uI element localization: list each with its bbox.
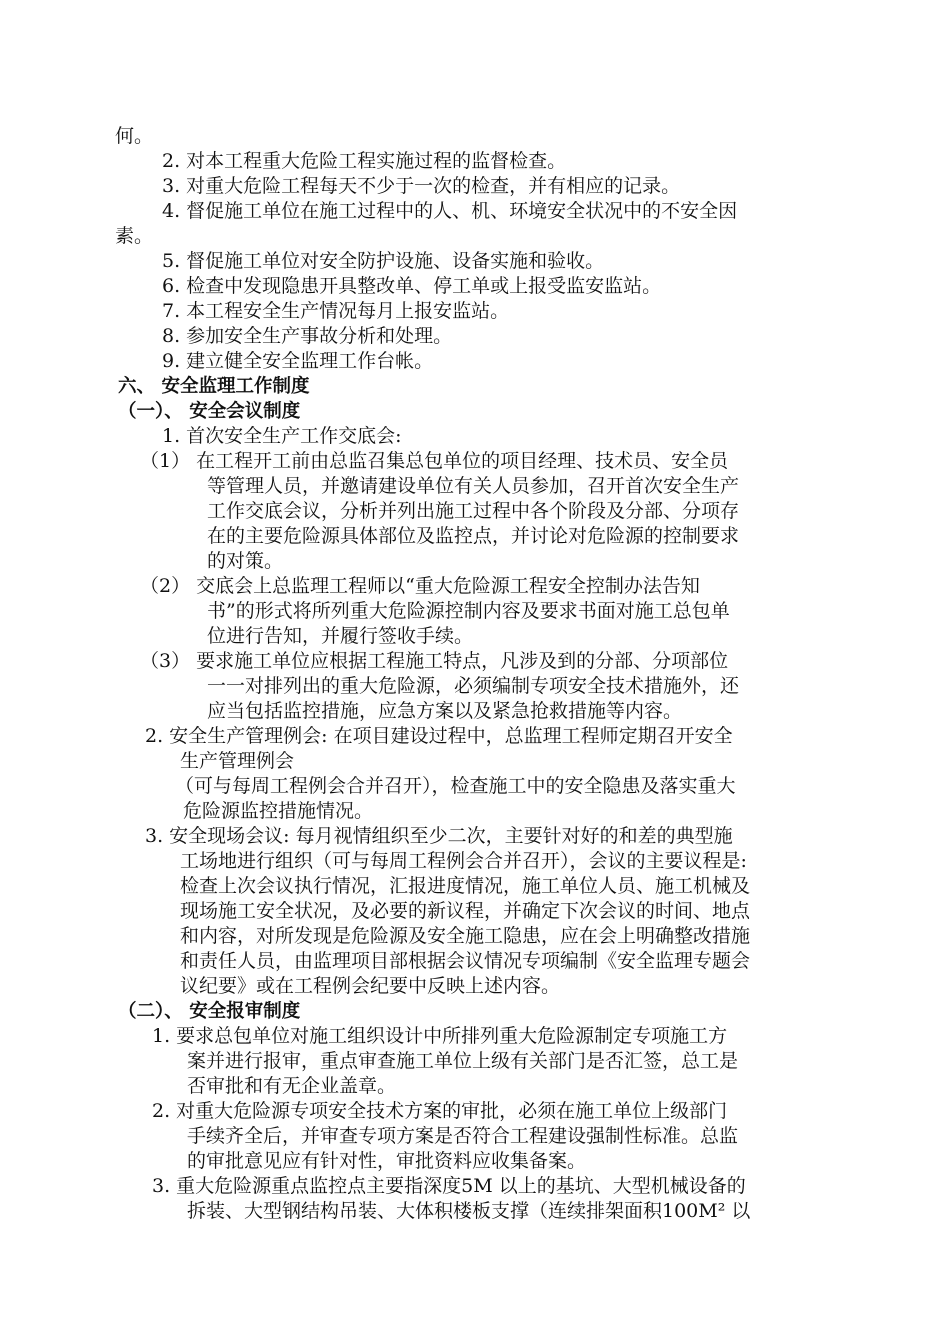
text-line: 一一对排列出的重大危险源，必须编制专项安全技术措施外，还	[207, 675, 740, 697]
text-line: 位进行告知，并履行签收手续。	[207, 625, 474, 647]
text-line: 7. 本工程安全生产情况每月上报安监站。	[162, 300, 510, 322]
text-line: 素。	[115, 225, 154, 247]
text-line: 2. 安全生产管理例会: 在项目建设过程中，总监理工程师定期召开安全	[145, 725, 733, 747]
text-line: 等管理人员，并邀请建设单位有关人员参加，召开首次安全生产	[207, 475, 740, 497]
text-line: 现场施工安全状况，及必要的新议程，并确定下次会议的时间、地点	[180, 900, 751, 922]
text-line: （可与每周工程例会合并召开），检查施工中的安全隐患及落实重大	[175, 775, 736, 797]
text-line: （2） 交底会上总监理工程师以“重大危险源工程安全控制办法告知	[140, 575, 700, 597]
text-line: 应当包括监控措施，应急方案以及紧急抢救措施等内容。	[207, 700, 683, 722]
text-line: 和内容，对所发现是危险源及安全施工隐患，应在会上明确整改措施	[180, 925, 751, 947]
text-line: 的对策。	[207, 550, 284, 572]
text-line: 书”的形式将所列重大危险源控制内容及要求书面对施工总包单	[207, 600, 730, 622]
text-line: 9. 建立健全安全监理工作台帐。	[162, 350, 434, 372]
text-line: 2. 对本工程重大危险工程实施过程的监督检查。	[162, 150, 567, 172]
text-line: 拆装、大型钢结构吊装、大体积楼板支撑（连续排架面积100M² 以	[187, 1200, 751, 1222]
text-line: 和责任人员，由监理项目部根据会议情况专项编制《安全监理专题会	[180, 950, 751, 972]
text-line: 否审批和有无企业盖章。	[187, 1075, 397, 1097]
text-line: 议纪要》或在工程例会纪要中反映上述内容。	[180, 975, 561, 997]
text-line: 2. 对重大危险源专项安全技术方案的审批，必须在施工单位上级部门	[152, 1100, 728, 1122]
text-line: 检查上次会议执行情况，汇报进度情况，施工单位人员、施工机械及	[180, 875, 751, 897]
text-line: 危险源监控措施情况。	[183, 800, 374, 822]
subsection-heading: （一）、 安全会议制度	[118, 401, 301, 422]
text-line: 工作交底会议，分析并列出施工过程中各个阶段及分部、分项存	[207, 500, 740, 522]
text-line: 何。	[115, 125, 154, 147]
text-line: 4. 督促施工单位在施工过程中的人、机、环境安全状况中的不安全因	[162, 200, 738, 222]
text-line: 6. 检查中发现隐患开具整改单、停工单或上报受监安监站。	[162, 275, 662, 297]
text-line: 3. 对重大危险工程每天不少于一次的检查，并有相应的记录。	[162, 175, 681, 197]
text-line: 3. 安全现场会议: 每月视情组织至少二次，主要针对好的和差的典型施	[145, 825, 733, 847]
text-line: 工场地进行组织（可与每周工程例会合并召开），会议的主要议程是:	[180, 850, 747, 872]
text-line: （3） 要求施工单位应根据工程施工特点，凡涉及到的分部、分项部位	[140, 650, 729, 672]
text-line: 的审批意见应有针对性，审批资料应收集备案。	[187, 1150, 587, 1172]
text-line: 1. 首次安全生产工作交底会:	[162, 425, 402, 447]
text-line: 手续齐全后，并审查专项方案是否符合工程建设强制性标准。总监	[187, 1125, 739, 1147]
subsection-heading: （二）、 安全报审制度	[118, 1001, 301, 1022]
text-line: 案并进行报审，重点审查施工单位上级有关部门是否汇签，总工是	[187, 1050, 739, 1072]
text-line: 1. 要求总包单位对施工组织设计中所排列重大危险源制定专项施工方	[152, 1025, 728, 1047]
section-heading: 六、 安全监理工作制度	[118, 376, 310, 397]
text-line: 8. 参加安全生产事故分析和处理。	[162, 325, 453, 347]
text-line: 3. 重大危险源重点监控点主要指深度5M 以上的基坑、大型机械设备的	[152, 1175, 746, 1197]
text-line: 生产管理例会	[180, 750, 295, 772]
text-line: 5. 督促施工单位对安全防护设施、设备实施和验收。	[162, 250, 605, 272]
text-line: （1） 在工程开工前由总监召集总包单位的项目经理、技术员、安全员	[140, 450, 729, 472]
text-line: 在的主要危险源具体部位及监控点，并讨论对危险源的控制要求	[207, 525, 740, 547]
